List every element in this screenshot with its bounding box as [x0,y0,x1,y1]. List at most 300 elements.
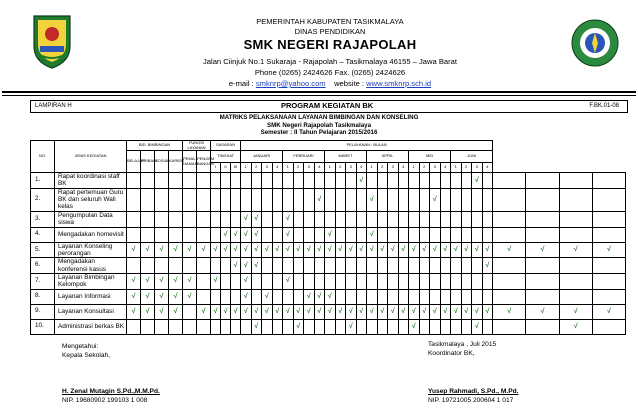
empty-cell [335,188,346,211]
check-mark-icon: √ [380,307,385,315]
check-cell [251,319,262,334]
check-cell [335,304,346,319]
header-tingkat: TINGKAT [211,151,241,163]
empty-cell [377,173,388,189]
empty-cell [127,258,141,274]
empty-cell [367,258,378,274]
empty-cell [592,188,625,211]
check-cell [183,289,197,304]
check-mark-icon: √ [173,307,178,315]
row-number: 8. [31,289,55,304]
empty-cell [283,188,294,211]
check-cell [440,242,451,258]
empty-cell [398,273,409,289]
check-mark-icon: √ [348,246,353,254]
empty-cell [367,173,378,189]
empty-cell [430,173,441,189]
empty-cell [304,173,315,189]
empty-cell [430,211,441,227]
check-mark-icon: √ [411,307,416,315]
empty-cell [169,319,183,334]
empty-cell [169,188,183,211]
check-cell [356,242,367,258]
empty-cell [461,273,472,289]
empty-cell [526,289,559,304]
check-cell [183,242,197,258]
empty-cell [559,211,592,227]
empty-cell [335,258,346,274]
check-cell [141,289,155,304]
check-mark-icon: √ [474,307,479,315]
empty-cell [197,211,211,227]
check-cell [388,304,399,319]
empty-cell [197,258,211,274]
check-cell [241,273,252,289]
check-cell [346,319,357,334]
header-week: 3 [346,163,357,173]
phone-line: Phone (0265) 2424626 Fax. (0265) 2424626 [254,68,406,77]
check-cell [367,188,378,211]
empty-cell [183,188,197,211]
header-bidang-col: BELAJAR [127,151,141,173]
empty-cell [461,258,472,274]
empty-cell [335,211,346,227]
check-cell [388,242,399,258]
empty-cell [314,319,325,334]
website-link[interactable]: www.smknrp.sch.id [366,79,432,88]
check-cell [155,273,169,289]
empty-cell [335,173,346,189]
empty-cell [526,273,559,289]
check-cell [183,273,197,289]
check-mark-icon: √ [369,195,374,203]
empty-cell [293,173,304,189]
check-cell [409,319,420,334]
check-cell [430,304,441,319]
gov-line: PEMERINTAH KABUPATEN TASIKMALAYA [256,17,404,26]
dept-line: DINAS PENDIDIKAN [294,27,366,36]
empty-cell [346,227,357,242]
empty-cell [367,211,378,227]
header-pelayanan: PELAYANAN : BULAN [241,141,493,151]
empty-cell [251,273,262,289]
empty-cell [440,211,451,227]
check-cell [221,304,231,319]
empty-cell [325,273,336,289]
empty-cell [197,227,211,242]
check-mark-icon: √ [317,246,322,254]
check-mark-icon: √ [187,292,192,300]
sign-left-name: H. Zenal Mutagin S.Pd.,M.M.Pd. [62,388,160,395]
empty-cell [272,173,283,189]
check-mark-icon: √ [401,307,406,315]
empty-cell [526,258,559,274]
check-cell [197,304,211,319]
header-month: APRIL [367,151,409,163]
empty-cell [141,319,155,334]
check-cell [325,242,336,258]
header-jenis: JENIS KEGIATAN [55,141,127,173]
empty-cell [472,258,483,274]
check-mark-icon: √ [233,261,238,269]
check-mark-icon: √ [243,215,248,223]
empty-cell [272,227,283,242]
empty-cell [559,188,592,211]
check-cell [493,304,526,319]
check-mark-icon: √ [264,307,269,315]
empty-cell [169,227,183,242]
check-cell [356,304,367,319]
check-mark-icon: √ [348,322,353,330]
empty-cell [419,273,430,289]
check-cell [272,304,283,319]
empty-cell [293,289,304,304]
check-mark-icon: √ [338,246,343,254]
empty-cell [221,211,231,227]
check-cell [251,304,262,319]
check-cell [419,304,430,319]
empty-cell [451,258,462,274]
row-number: 4. [31,227,55,242]
check-mark-icon: √ [485,246,490,254]
check-cell [262,289,273,304]
semester-subtitle: Semester : II Tahun Pelajaran 2015/2016 [260,129,378,136]
check-cell [241,258,252,274]
empty-cell [231,289,241,304]
check-mark-icon: √ [422,246,427,254]
header-bidang-col: SOSIAL [155,151,169,173]
empty-cell [272,289,283,304]
check-mark-icon: √ [606,246,611,254]
check-cell [409,242,420,258]
check-mark-icon: √ [306,292,311,300]
program-title: PROGRAM KEGIATAN BK [281,101,374,110]
empty-cell [304,258,315,274]
check-cell [304,289,315,304]
empty-cell [183,211,197,227]
empty-cell [262,188,273,211]
header-no: NO. [31,141,55,173]
empty-cell [451,211,462,227]
check-cell [141,304,155,319]
empty-cell [451,227,462,242]
check-mark-icon: √ [233,230,238,238]
empty-cell [127,188,141,211]
check-cell [155,242,169,258]
empty-cell [592,273,625,289]
header-week: 2 [335,163,346,173]
header-rule-thick [2,91,636,93]
check-mark-icon: √ [443,246,448,254]
row-kegiatan: Rapat pertemuan Guru BK dan seluruh Wali kelas [55,188,127,211]
check-mark-icon: √ [453,307,458,315]
check-mark-icon: √ [327,307,332,315]
lampiran-label: LAMPIRAN H [35,103,72,109]
check-cell [169,242,183,258]
empty-cell [241,188,252,211]
check-cell [461,304,472,319]
check-mark-icon: √ [285,246,290,254]
header-fungsi-col: PENGEM BANGAN [197,151,211,173]
empty-cell [482,227,493,242]
empty-cell [419,258,430,274]
empty-cell [231,211,241,227]
check-cell [377,242,388,258]
empty-cell [440,188,451,211]
empty-cell [388,258,399,274]
check-cell [231,304,241,319]
row-number: 1. [31,173,55,189]
check-cell [461,242,472,258]
empty-cell [440,289,451,304]
check-cell [559,319,592,334]
empty-cell [559,289,592,304]
check-mark-icon: √ [338,307,343,315]
check-mark-icon: √ [573,246,578,254]
check-cell [272,242,283,258]
header-week: 1 [451,163,462,173]
check-mark-icon: √ [359,176,364,184]
empty-cell [346,173,357,189]
empty-cell [419,188,430,211]
empty-cell [183,173,197,189]
row-number: 5. [31,242,55,258]
empty-cell [211,173,221,189]
empty-cell [356,319,367,334]
empty-cell [211,289,221,304]
header-week: 4 [398,163,409,173]
row-number: 2. [31,188,55,211]
empty-cell [155,319,169,334]
empty-cell [493,273,526,289]
check-cell [472,173,483,189]
empty-cell [346,273,357,289]
check-cell [346,242,357,258]
check-mark-icon: √ [390,246,395,254]
check-cell [221,242,231,258]
empty-cell [377,273,388,289]
empty-cell [197,289,211,304]
check-mark-icon: √ [474,246,479,254]
check-mark-icon: √ [317,292,322,300]
empty-cell [377,211,388,227]
empty-cell [272,188,283,211]
empty-cell [451,273,462,289]
empty-cell [430,227,441,242]
empty-cell [440,173,451,189]
check-mark-icon: √ [275,246,280,254]
check-cell [169,304,183,319]
empty-cell [335,319,346,334]
matrix-title: MATRIKS PELAKSANAAN LAYANAN BIMBINGAN DAN KONSELING [219,114,419,121]
check-cell [241,211,252,227]
check-mark-icon: √ [173,292,178,300]
empty-cell [440,319,451,334]
empty-cell [141,188,155,211]
table-row [31,258,626,274]
empty-cell [472,227,483,242]
empty-cell [526,188,559,211]
empty-cell [127,211,141,227]
check-cell [283,304,294,319]
check-cell [127,242,141,258]
check-cell [155,304,169,319]
empty-cell [461,227,472,242]
empty-cell [127,319,141,334]
check-mark-icon: √ [223,307,228,315]
document-meta-bar [30,100,628,113]
school-logo-icon [570,18,620,68]
empty-cell [221,173,231,189]
check-mark-icon: √ [573,322,578,330]
check-mark-icon: √ [233,246,238,254]
empty-cell [356,289,367,304]
check-mark-icon: √ [233,307,238,315]
check-cell [155,289,169,304]
check-cell [419,242,430,258]
empty-cell [592,258,625,274]
empty-cell [398,289,409,304]
empty-cell [283,319,294,334]
empty-cell [451,319,462,334]
check-mark-icon: √ [254,307,259,315]
check-mark-icon: √ [432,246,437,254]
email-link[interactable]: smknrp@yahoo.com [255,79,326,88]
empty-cell [251,289,262,304]
header-week: 2 [461,163,472,173]
check-cell [314,304,325,319]
empty-cell [388,188,399,211]
check-mark-icon: √ [243,230,248,238]
header-month: MEI [409,151,451,163]
check-mark-icon: √ [145,307,150,315]
empty-cell [325,319,336,334]
empty-cell [262,227,273,242]
check-cell [559,242,592,258]
header-week: 3 [430,163,441,173]
empty-cell [388,211,399,227]
check-cell [314,188,325,211]
empty-cell [409,227,420,242]
sign-right-role: Koordinator BK, [428,350,475,357]
empty-cell [262,211,273,227]
empty-cell [251,188,262,211]
row-kegiatan: Layanan Konsultasi [55,304,127,319]
empty-cell [155,227,169,242]
check-cell [472,304,483,319]
empty-cell [155,188,169,211]
empty-cell [388,319,399,334]
empty-cell [211,211,221,227]
header-fungsi: FUNGSI LAYANAN [183,141,211,151]
check-cell [251,258,262,274]
empty-cell [262,319,273,334]
row-number: 7. [31,273,55,289]
header-week: 3 [262,163,273,173]
check-mark-icon: √ [327,230,332,238]
empty-cell [461,211,472,227]
table-row [31,304,626,319]
check-mark-icon: √ [369,307,374,315]
empty-cell [419,173,430,189]
empty-cell [314,227,325,242]
check-cell [283,211,294,227]
check-mark-icon: √ [369,230,374,238]
row-kegiatan: Rapat koordinasi staff BK [55,173,127,189]
check-cell [141,242,155,258]
check-mark-icon: √ [159,246,164,254]
check-cell [221,227,231,242]
empty-cell [451,289,462,304]
empty-cell [419,211,430,227]
table-row [31,173,626,189]
check-cell [304,242,315,258]
check-cell [251,227,262,242]
sign-right-nip: NIP. 19721005 200604 1 017 [428,397,514,404]
empty-cell [398,211,409,227]
empty-cell [398,188,409,211]
check-cell [169,273,183,289]
check-cell [367,242,378,258]
check-mark-icon: √ [285,307,290,315]
header-week: 2 [251,163,262,173]
form-code: F.BK.01-08 [589,103,619,109]
empty-cell [377,227,388,242]
empty-cell [211,227,221,242]
empty-cell [388,227,399,242]
empty-cell [367,289,378,304]
header-sasaran: SASARAN [211,141,241,151]
header-month: FEBRUARI [283,151,325,163]
empty-cell [356,188,367,211]
empty-cell [272,211,283,227]
empty-cell [526,211,559,227]
empty-cell [283,173,294,189]
check-cell [451,242,462,258]
empty-cell [592,211,625,227]
empty-cell [325,211,336,227]
check-mark-icon: √ [145,277,150,285]
check-mark-icon: √ [464,246,469,254]
check-mark-icon: √ [573,307,578,315]
empty-cell [293,211,304,227]
check-mark-icon: √ [243,292,248,300]
header-week: 1 [283,163,294,173]
check-cell [293,304,304,319]
empty-cell [346,258,357,274]
empty-cell [388,173,399,189]
empty-cell [304,211,315,227]
empty-cell [272,319,283,334]
check-mark-icon: √ [485,261,490,269]
check-mark-icon: √ [131,277,136,285]
empty-cell [493,289,526,304]
empty-cell [272,258,283,274]
empty-cell [221,258,231,274]
row-number: 10. [31,319,55,334]
empty-cell [141,173,155,189]
header-month: JANUARI [241,151,283,163]
check-cell [325,227,336,242]
header-fungsi-col: PEMA-HAMAN [183,151,197,173]
check-cell [211,273,221,289]
empty-cell [283,258,294,274]
empty-cell [221,289,231,304]
check-cell [398,242,409,258]
check-cell [482,304,493,319]
empty-cell [293,188,304,211]
check-mark-icon: √ [145,246,150,254]
